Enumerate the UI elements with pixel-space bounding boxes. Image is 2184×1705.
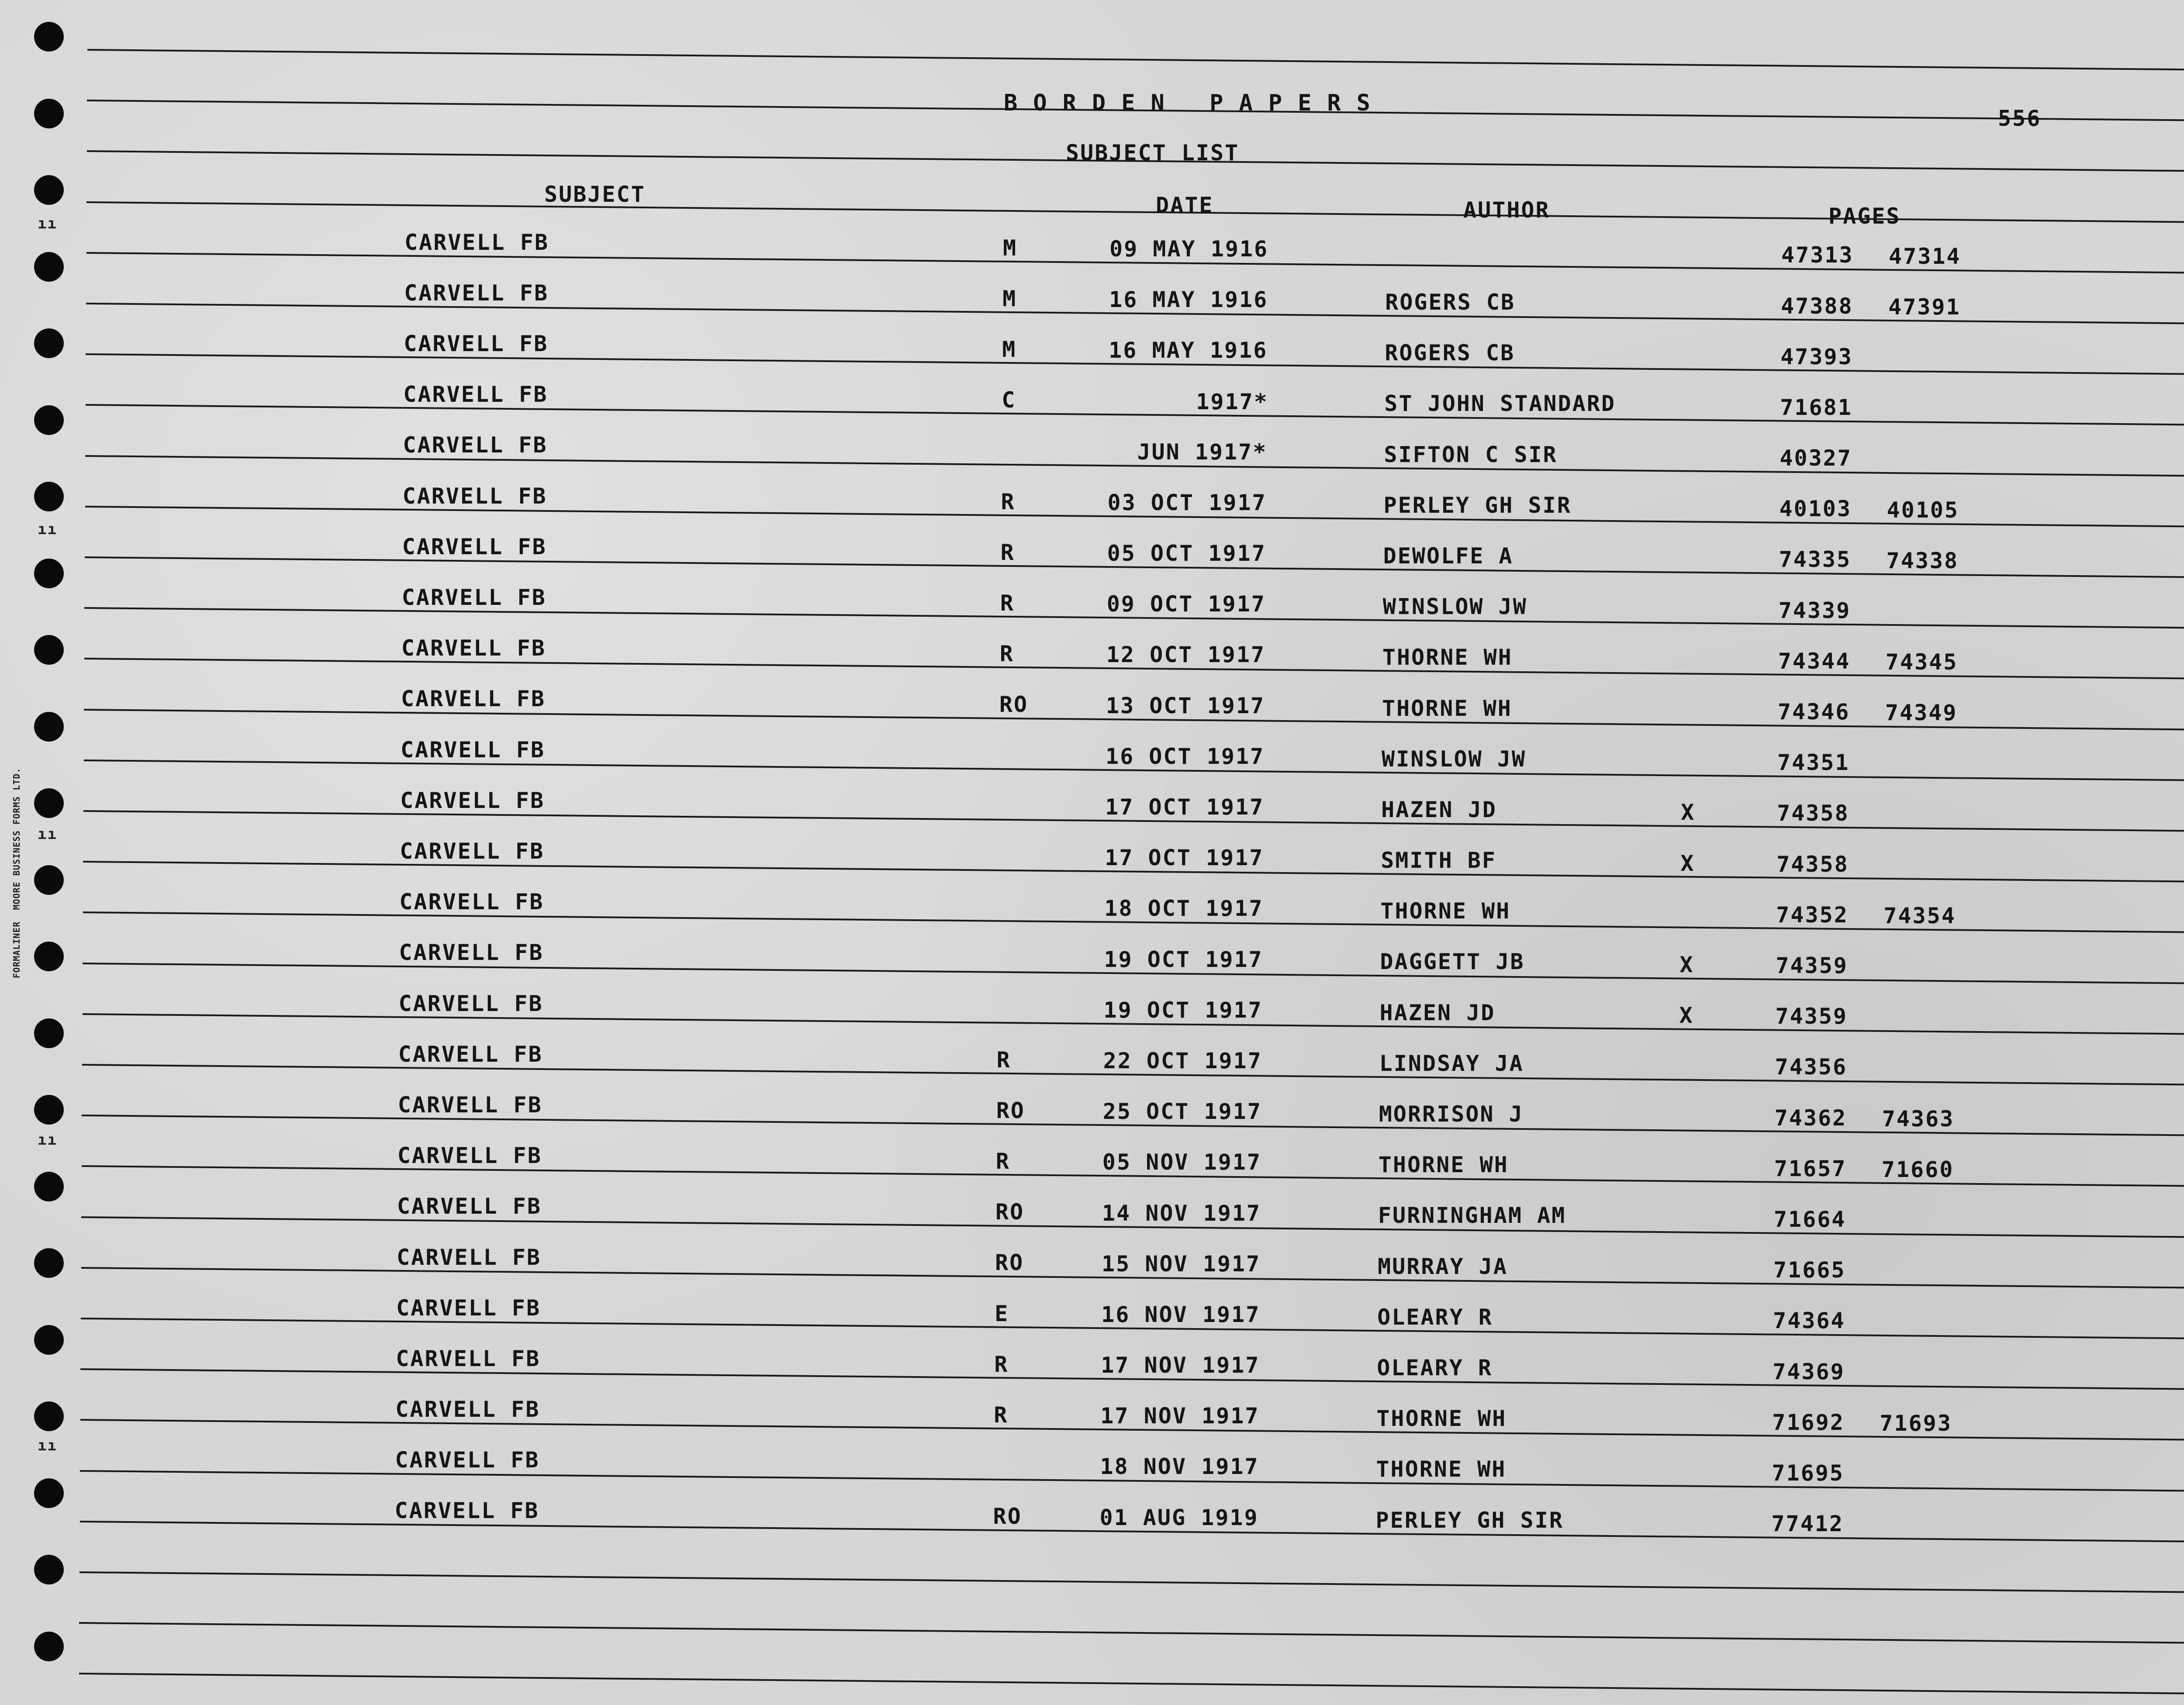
row-page-start: 40327 — [1780, 445, 1852, 471]
row-author: MORRISON J — [1379, 1101, 1524, 1127]
ruled-line — [86, 404, 2184, 426]
row-type-code: C — [1002, 387, 1016, 413]
row-author: THORNE WH — [1382, 645, 1513, 670]
row-subject: CARVELL FB — [400, 787, 545, 813]
row-date: 18 OCT 1917 — [1104, 896, 1264, 922]
row-author: PERLEY GH SIR — [1375, 1507, 1564, 1533]
row-author: SMITH BF — [1381, 848, 1497, 873]
row-type-code: RO — [995, 1199, 1025, 1225]
tractor-hole — [34, 635, 64, 665]
row-date: 22 OCT 1917 — [1103, 1048, 1262, 1073]
row-page-start: 71695 — [1772, 1460, 1844, 1486]
row-type-code: RO — [995, 1250, 1024, 1276]
row-subject: CARVELL FB — [401, 635, 546, 661]
row-page-start: 71665 — [1773, 1257, 1846, 1283]
tractor-hole — [34, 1478, 64, 1508]
row-type-code: M — [1002, 336, 1017, 362]
row-subject: CARVELL FB — [394, 1498, 539, 1524]
row-page-start: 71692 — [1772, 1409, 1845, 1435]
row-author: PERLEY GH SIR — [1383, 492, 1572, 518]
tractor-hole — [34, 712, 64, 742]
row-flag: X — [1680, 850, 1695, 876]
row-subject: CARVELL FB — [397, 1092, 543, 1118]
row-date: 19 OCT 1917 — [1104, 946, 1263, 972]
tractor-hole — [34, 22, 64, 52]
tractor-hole — [34, 1248, 64, 1278]
perforation-mark: ıı — [38, 521, 57, 538]
row-author: HAZEN JD — [1381, 797, 1497, 822]
row-page-start: 71664 — [1773, 1206, 1846, 1232]
row-type-code: R — [995, 1149, 1010, 1174]
row-author: LINDSAY JA — [1379, 1050, 1524, 1076]
row-subject: CARVELL FB — [401, 585, 546, 611]
perforation-mark: ıı — [38, 825, 57, 843]
row-date: 09 MAY 1916 — [1109, 236, 1269, 262]
row-author: DEWOLFE A — [1383, 543, 1514, 569]
row-type-code: RO — [999, 692, 1029, 718]
row-author: ROGERS CB — [1385, 290, 1516, 315]
row-page-end: 74349 — [1885, 700, 1958, 726]
row-page-start: 74339 — [1778, 597, 1851, 623]
tractor-hole — [34, 1632, 64, 1661]
row-page-start: 74346 — [1777, 699, 1850, 725]
ruled-line — [87, 49, 2184, 71]
tractor-hole — [34, 1555, 64, 1584]
side-imprint: FORMALINER MOORE BUSINESS FORMS LTD. — [11, 767, 22, 978]
row-date: 15 NOV 1917 — [1102, 1251, 1261, 1277]
row-date: 03 OCT 1917 — [1107, 490, 1267, 515]
ruled-line — [85, 455, 2184, 477]
row-page-end: 71693 — [1880, 1411, 1952, 1436]
row-page-start: 74335 — [1779, 547, 1852, 573]
row-date: 18 NOV 1917 — [1100, 1454, 1259, 1480]
row-author: THORNE WH — [1376, 1456, 1507, 1482]
row-author: OLEARY R — [1377, 1355, 1493, 1381]
tractor-hole — [34, 1401, 64, 1431]
row-page-start: 40103 — [1779, 496, 1852, 522]
row-type-code: E — [995, 1301, 1009, 1326]
row-date: 19 OCT 1917 — [1103, 997, 1263, 1023]
ruled-line — [79, 1571, 2184, 1593]
row-subject: CARVELL FB — [396, 1346, 541, 1371]
row-subject: CARVELL FB — [403, 382, 548, 407]
row-date: 17 NOV 1917 — [1100, 1403, 1260, 1429]
tractor-hole — [34, 175, 64, 205]
row-date: 13 OCT 1917 — [1106, 693, 1265, 718]
row-flag: X — [1681, 800, 1696, 825]
row-author: DAGGETT JB — [1380, 949, 1525, 975]
perforation-mark: ıı — [38, 1437, 57, 1454]
row-type-code: R — [1000, 590, 1015, 616]
row-subject: CARVELL FB — [399, 889, 544, 915]
tractor-hole — [34, 1172, 64, 1201]
row-page-start: 74359 — [1776, 953, 1848, 978]
row-subject: CARVELL FB — [404, 331, 549, 357]
row-author: ROGERS CB — [1385, 340, 1515, 366]
tractor-hole — [34, 865, 64, 895]
row-subject: CARVELL FB — [397, 1244, 542, 1270]
row-page-start: 74352 — [1776, 902, 1849, 928]
tractor-hole — [34, 405, 64, 435]
column-header-pages: PAGES — [1828, 204, 1901, 229]
row-subject: CARVELL FB — [404, 280, 549, 306]
row-page-start: 74364 — [1773, 1308, 1845, 1334]
row-type-code: R — [996, 1047, 1011, 1073]
document-title: BORDEN PAPERS — [1004, 90, 1386, 116]
row-author: THORNE WH — [1378, 1152, 1509, 1178]
row-author: THORNE WH — [1380, 898, 1511, 924]
row-subject: CARVELL FB — [397, 1143, 542, 1169]
tractor-hole — [34, 99, 64, 128]
row-page-start: 74356 — [1775, 1054, 1848, 1080]
row-page-start: 77412 — [1771, 1511, 1844, 1537]
row-type-code: R — [1001, 489, 1016, 514]
row-page-start: 71681 — [1780, 394, 1852, 420]
row-type-code: R — [994, 1351, 1009, 1377]
row-date: 12 OCT 1917 — [1106, 642, 1265, 668]
row-subject: CARVELL FB — [402, 483, 547, 509]
row-subject: CARVELL FB — [397, 1194, 542, 1219]
row-page-start: 74359 — [1775, 1004, 1848, 1029]
ruled-line — [79, 1622, 2184, 1644]
row-page-start: 74351 — [1777, 750, 1850, 776]
row-page-end: 71660 — [1881, 1157, 1954, 1183]
row-page-end: 74338 — [1886, 548, 1959, 573]
row-subject: CARVELL FB — [395, 1397, 540, 1422]
tractor-hole — [34, 559, 64, 588]
row-date: 17 OCT 1917 — [1105, 845, 1264, 871]
row-date: 01 AUG 1919 — [1099, 1505, 1259, 1530]
row-flag: X — [1679, 952, 1694, 977]
row-page-start: 47313 — [1781, 242, 1854, 268]
ruled-line — [79, 1673, 2184, 1695]
row-type-code: M — [1003, 235, 1018, 261]
row-date: 05 OCT 1917 — [1107, 541, 1266, 566]
row-date: 16 NOV 1917 — [1101, 1301, 1261, 1327]
row-subject: CARVELL FB — [395, 1447, 540, 1473]
row-page-start: 74358 — [1776, 851, 1849, 877]
row-subject: CARVELL FB — [401, 737, 546, 763]
row-subject: CARVELL FB — [398, 991, 543, 1016]
row-page-start: 74358 — [1777, 801, 1849, 826]
row-page-end: 47391 — [1888, 294, 1961, 320]
row-author: THORNE WH — [1376, 1406, 1507, 1432]
row-author: THORNE WH — [1382, 695, 1512, 721]
row-page-start: 71657 — [1774, 1156, 1847, 1181]
row-date: 16 MAY 1916 — [1109, 338, 1268, 363]
row-date: 17 NOV 1917 — [1101, 1353, 1260, 1378]
row-date: 09 OCT 1917 — [1106, 591, 1266, 617]
perforation-mark: ıı — [38, 1131, 57, 1149]
row-flag: X — [1679, 1003, 1694, 1029]
column-header-subject: SUBJECT — [544, 182, 646, 207]
row-subject: CARVELL FB — [402, 534, 547, 559]
column-header-author: AUTHOR — [1463, 197, 1550, 223]
tractor-hole — [34, 482, 64, 511]
tractor-hole — [34, 328, 64, 358]
row-author: ST JOHN STANDARD — [1384, 391, 1616, 417]
row-date: 1917* — [1196, 389, 1268, 415]
tractor-hole — [34, 942, 64, 971]
row-author: WINSLOW JW — [1382, 746, 1527, 772]
row-author: OLEARY R — [1377, 1304, 1493, 1330]
row-subject: CARVELL FB — [400, 839, 545, 864]
row-subject: CARVELL FB — [398, 1041, 543, 1067]
tractor-hole — [34, 1325, 64, 1355]
row-page-start: 47388 — [1781, 293, 1853, 319]
row-date: 05 NOV 1917 — [1102, 1149, 1261, 1175]
row-author: WINSLOW JW — [1382, 594, 1527, 620]
tractor-hole — [34, 1095, 64, 1125]
perforation-mark: ıı — [38, 215, 57, 232]
row-page-end: 74345 — [1885, 649, 1958, 675]
row-author: HAZEN JD — [1379, 1000, 1496, 1025]
column-header-date: DATE — [1156, 193, 1214, 218]
row-author: FURNINGHAM AM — [1378, 1203, 1566, 1229]
page-number: 556 — [1998, 106, 2042, 131]
document-subtitle: SUBJECT LIST — [1066, 140, 1240, 166]
row-type-code: R — [994, 1402, 1009, 1428]
row-page-start: 74362 — [1774, 1105, 1847, 1131]
row-subject: CARVELL FB — [396, 1295, 541, 1321]
row-page-end: 74363 — [1882, 1106, 1955, 1132]
row-date: 16 MAY 1916 — [1109, 287, 1268, 313]
row-page-end: 74354 — [1883, 903, 1956, 929]
row-date: 17 OCT 1917 — [1105, 794, 1265, 820]
row-page-start: 74344 — [1778, 648, 1851, 674]
row-type-code: RO — [996, 1098, 1025, 1123]
row-date: 25 OCT 1917 — [1102, 1099, 1262, 1125]
tractor-hole — [34, 252, 64, 282]
tractor-hole — [34, 788, 64, 818]
row-type-code: RO — [993, 1504, 1022, 1529]
row-subject: CARVELL FB — [399, 940, 544, 966]
row-subject: CARVELL FB — [404, 229, 549, 255]
row-date: 16 OCT 1917 — [1106, 743, 1265, 769]
row-subject: CARVELL FB — [401, 686, 546, 712]
row-type-code: R — [1000, 539, 1015, 565]
row-author: SIFTON C SIR — [1384, 442, 1558, 467]
row-date: 14 NOV 1917 — [1102, 1200, 1261, 1226]
tractor-hole — [34, 1018, 64, 1048]
row-page-start: 74369 — [1773, 1359, 1845, 1384]
row-date: JUN 1917* — [1137, 439, 1268, 465]
row-author: MURRAY JA — [1378, 1253, 1508, 1279]
row-type-code: R — [999, 641, 1014, 667]
row-subject: CARVELL FB — [403, 432, 548, 458]
row-page-start: 47393 — [1780, 344, 1853, 369]
row-type-code: M — [1002, 286, 1017, 311]
row-page-end: 40105 — [1887, 497, 1959, 523]
row-page-end: 47314 — [1889, 243, 1961, 269]
